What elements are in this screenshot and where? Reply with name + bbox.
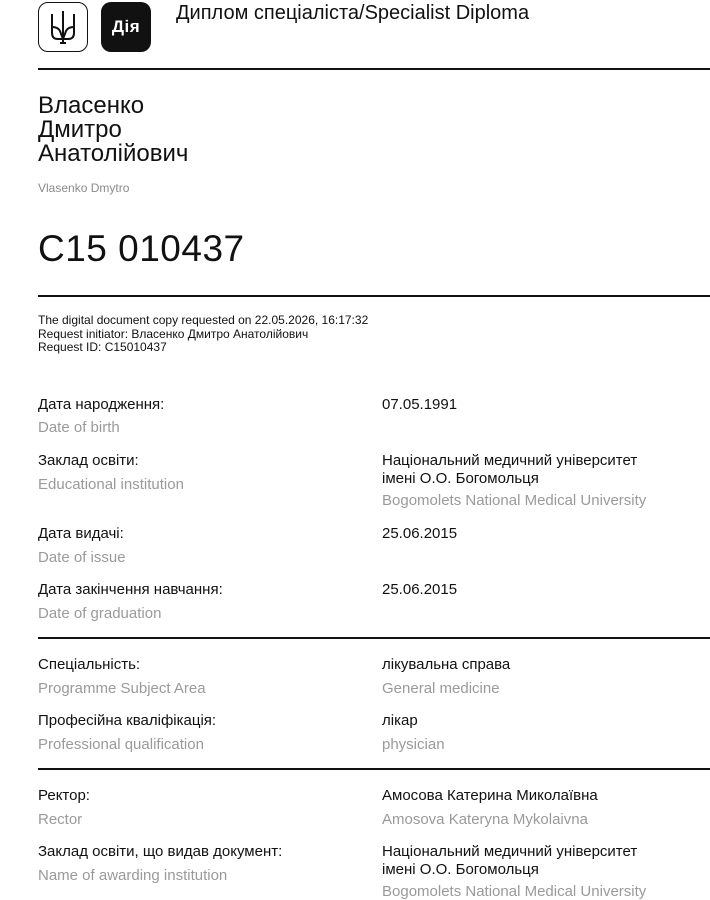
header-divider [38, 68, 710, 70]
request-info [38, 314, 368, 355]
number-divider [38, 295, 710, 297]
specialty-value-en: General medicine [382, 680, 500, 697]
holder-surname: Власенко [38, 92, 145, 119]
rector-value: Амосова Катерина Миколаївна [382, 787, 598, 804]
institution-value-en: Bogomolets National Medical University [382, 492, 647, 509]
ukraine-trident-icon [47, 9, 79, 45]
awarding-institution-label-en: Name of awarding institution [38, 867, 228, 884]
institution-value-line1: Національний медичний університет [382, 452, 638, 469]
qualification-label-en: Professional qualification [38, 736, 204, 753]
birth-date-label: Дата народження: [38, 396, 165, 413]
graduation-date-label-en: Date of graduation [38, 605, 162, 622]
holder-patronymic: Анатолійович [38, 140, 189, 167]
issue-date-label-en: Date of issue [38, 549, 126, 566]
qualification-value: лікар [382, 712, 418, 729]
diia-logo [101, 2, 151, 52]
birth-date-value: 07.05.1991 [382, 396, 458, 413]
request-id: Request ID: C15010437 [38, 340, 167, 354]
institution-value [382, 452, 637, 488]
emblem-logo [38, 2, 88, 52]
graduation-date-value: 25.06.2015 [382, 581, 458, 598]
qualification-label: Професійна кваліфікація: [38, 712, 217, 729]
request-initiator: Request initiator: Власенко Дмитро Анатолійович [38, 326, 309, 341]
specialty-label: Спеціальність: [38, 656, 141, 673]
request-timestamp: The digital document copy requested on 22.05.2026, 16:17:32 [38, 313, 369, 327]
rector-label-en: Rector [38, 811, 83, 828]
issue-date-value: 25.06.2015 [382, 525, 458, 542]
awarding-institution-value-line1: Національний медичний університет [382, 843, 638, 860]
section-divider-2 [38, 768, 710, 770]
section-divider-1 [38, 637, 710, 639]
rector-value-en: Amosova Kateryna Mykolaivna [382, 811, 588, 828]
birth-date-label-en: Date of birth [38, 419, 120, 436]
holder-name [38, 94, 188, 166]
awarding-institution-value-line2: імені О.О. Богомольця [382, 861, 539, 878]
awarding-institution-value-en: Bogomolets National Medical University [382, 883, 647, 900]
rector-label: Ректор: [38, 787, 90, 804]
institution-label: Заклад освіти: [38, 452, 139, 469]
specialty-value: лікувальна справа [382, 656, 511, 673]
specialty-label-en: Programme Subject Area [38, 680, 206, 697]
holder-latin-name: Vlasenko Dmytro [38, 181, 130, 195]
awarding-institution-value [382, 843, 637, 879]
document-title: Диплом спеціаліста/Specialist Diploma [176, 2, 530, 24]
holder-given-name: Дмитро [38, 116, 122, 143]
qualification-value-en: physician [382, 736, 445, 753]
institution-label-en: Educational institution [38, 476, 184, 493]
issue-date-label: Дата видачі: [38, 525, 124, 542]
document-number: C15 010437 [38, 228, 245, 269]
awarding-institution-label: Заклад освіти, що видав документ: [38, 843, 283, 860]
graduation-date-label: Дата закінчення навчання: [38, 581, 223, 598]
institution-value-line2: імені О.О. Богомольця [382, 470, 539, 487]
diia-logo-text: Дія [111, 17, 141, 36]
